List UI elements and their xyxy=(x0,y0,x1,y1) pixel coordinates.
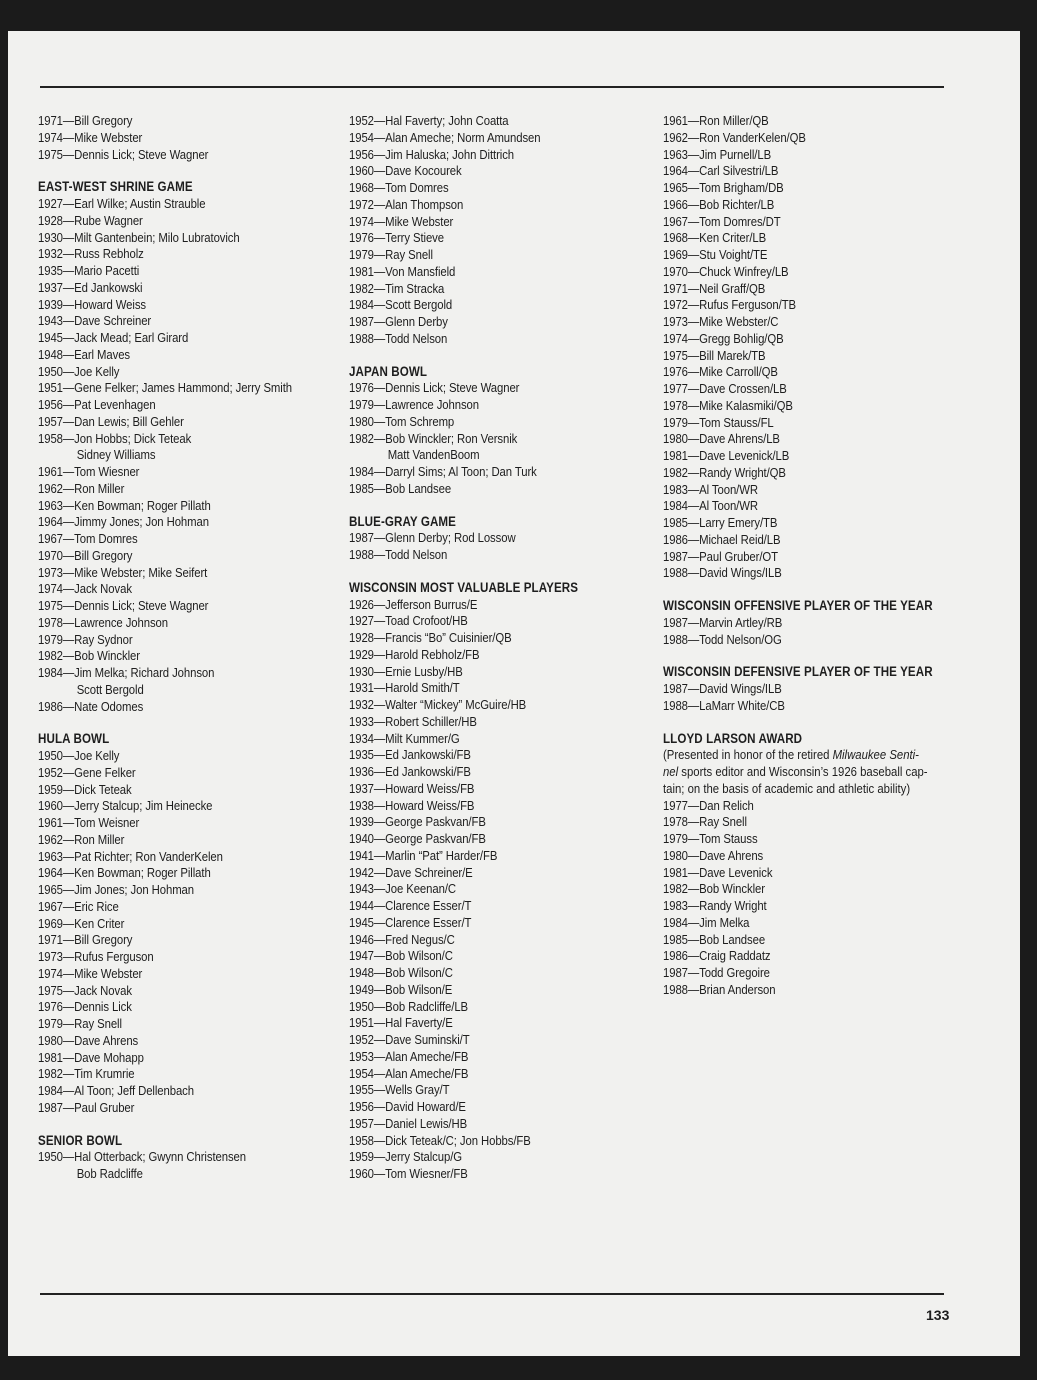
list-item: 1984—Jim Melka; Richard Johnson xyxy=(38,665,215,680)
list-item: 1982—Bob Winckler xyxy=(663,881,765,897)
list-item: 1956—Pat Levenhagen xyxy=(38,397,156,412)
list-item: 1955—Wells Gray/T xyxy=(349,1082,450,1098)
honors-list-intro-1 xyxy=(38,113,338,163)
list-item: 1948—Bob Wilson/C xyxy=(349,965,453,980)
list-item: 1928—Rube Wagner xyxy=(38,212,143,228)
list-item: 1985—Larry Emery/TB xyxy=(663,515,778,530)
list-item: 1988—Todd Nelson xyxy=(349,547,448,562)
list-item: 1941—Marlin “Pat” Harder/FB xyxy=(349,847,498,863)
list-item: 1980—Dave Ahrens/LB xyxy=(663,431,780,447)
list-item: Bob Radcliffe xyxy=(76,1166,143,1181)
award-description: tain; on the basis of academic and athletic ability) xyxy=(663,780,911,796)
list-item: 1987—Glenn Derby xyxy=(349,314,448,329)
list-item: 1952—Gene Felker xyxy=(38,764,136,780)
list-item: 1986—Craig Raddatz xyxy=(663,948,771,964)
list-item: 1976—Terry Stieve xyxy=(349,230,444,246)
top-rule xyxy=(40,86,944,88)
list-item: 1934—Milt Kummer/G xyxy=(349,730,460,746)
list-item: 1935—Mario Pacetti xyxy=(38,263,140,278)
list-item: 1985—Bob Landsee xyxy=(349,480,452,496)
honors-list-mvp xyxy=(349,597,649,1183)
honors-list-offense xyxy=(663,615,963,649)
list-item: 1948—Earl Maves xyxy=(38,346,131,362)
list-item: 1954—Alan Ameche; Norm Amundsen xyxy=(349,129,541,145)
list-item: 1956—Jim Haluska; John Dittrich xyxy=(349,146,515,162)
list-item: 1983—Randy Wright xyxy=(663,898,767,913)
list-item: 1974—Jack Novak xyxy=(38,581,132,597)
list-item: 1976—Dennis Lick xyxy=(38,999,132,1015)
list-item: 1962—Ron VanderKelen/QB xyxy=(663,129,806,145)
honors-list-senior xyxy=(38,1149,338,1183)
list-item: 1984—Al Toon; Jeff Dellenbach xyxy=(38,1083,194,1098)
list-item: 1952—Hal Faverty; John Coatta xyxy=(349,113,509,128)
award-description: nel sports editor and Wisconsin’s 1926 baseball cap- xyxy=(663,764,928,779)
list-item: 1960—Dave Kocourek xyxy=(349,163,462,179)
list-item: Matt VandenBoom xyxy=(387,447,480,463)
list-item: 1965—Jim Jones; Jon Hohman xyxy=(38,882,194,897)
section-heading: WISCONSIN MOST VALUABLE PLAYERS xyxy=(349,579,579,595)
list-item: 1963—Jim Purnell/LB xyxy=(663,146,772,162)
list-item: 1952—Dave Suminski/T xyxy=(349,1032,470,1047)
list-item: 1962—Ron Miller xyxy=(38,480,125,496)
list-item: 1982—Randy Wright/QB xyxy=(663,464,786,480)
section-heading: HULA BOWL xyxy=(38,731,110,747)
document-page xyxy=(8,31,1020,1356)
list-item: 1981—Dave Levenick xyxy=(663,864,773,880)
honors-list-intro-3 xyxy=(663,113,963,582)
list-item: 1943—Joe Keenan/C xyxy=(349,881,456,897)
list-item: 1978—Ray Snell xyxy=(663,814,747,830)
list-item: 1982—Tim Stracka xyxy=(349,280,445,296)
list-item: 1980—Tom Schremp xyxy=(349,413,455,429)
list-item: 1930—Milt Gantenbein; Milo Lubratovich xyxy=(38,229,240,245)
list-item: 1943—Dave Schreiner xyxy=(38,313,152,329)
list-item: 1932—Walter “Mickey” McGuire/HB xyxy=(349,697,527,712)
list-item: Sidney Williams xyxy=(76,447,156,463)
list-item: 1984—Al Toon/WR xyxy=(663,498,758,514)
award-description: (Presented in honor of the retired Milwaukee Senti- xyxy=(663,747,919,763)
list-item: 1967—Eric Rice xyxy=(38,898,119,914)
list-item: 1973—Mike Webster/C xyxy=(663,314,779,329)
list-item: 1942—Dave Schreiner/E xyxy=(349,864,473,880)
list-item: 1987—Paul Gruber/OT xyxy=(663,548,778,564)
list-item: 1956—David Howard/E xyxy=(349,1099,466,1114)
list-item: 1958—Jon Hobbs; Dick Teteak xyxy=(38,430,192,446)
list-item: 1951—Hal Faverty/E xyxy=(349,1015,453,1031)
list-item: 1966—Bob Richter/LB xyxy=(663,196,775,212)
list-item: 1951—Gene Felker; James Hammond; Jerry Smith xyxy=(38,380,293,396)
list-item: 1984—Jim Melka xyxy=(663,914,750,930)
list-item: 1939—Howard Weiss xyxy=(38,296,147,312)
list-item: 1970—Bill Gregory xyxy=(38,547,133,563)
list-item: 1988—Brian Anderson xyxy=(663,981,776,997)
list-item: 1964—Ken Bowman; Roger Pillath xyxy=(38,865,211,881)
list-item: 1977—Dan Relich xyxy=(663,797,754,813)
honors-list-japan xyxy=(349,380,649,497)
list-item: 1975—Jack Novak xyxy=(38,982,132,998)
list-item: 1986—Michael Reid/LB xyxy=(663,531,781,547)
list-item: 1979—Ray Sydnor xyxy=(38,631,133,647)
column-2 xyxy=(349,113,649,1183)
list-item: 1963—Ken Bowman; Roger Pillath xyxy=(38,497,211,513)
list-item: 1975—Bill Marek/TB xyxy=(663,347,766,363)
list-item: 1954—Alan Ameche/FB xyxy=(349,1065,469,1081)
list-item: 1944—Clarence Esser/T xyxy=(349,898,472,913)
list-item: 1987—Glenn Derby; Rod Lossow xyxy=(349,530,516,546)
list-item: 1974—Gregg Bohlig/QB xyxy=(663,330,784,346)
list-item: 1928—Francis “Bo” Cuisinier/QB xyxy=(349,630,512,645)
list-item: 1976—Mike Carroll/QB xyxy=(663,364,778,380)
list-item: 1971—Bill Gregory xyxy=(38,932,133,948)
list-item: 1982—Tim Krumrie xyxy=(38,1066,135,1082)
list-item: 1950—Bob Radcliffe/LB xyxy=(349,998,469,1014)
list-item: 1980—Dave Ahrens xyxy=(663,847,764,863)
list-item: 1978—Mike Kalasmiki/QB xyxy=(663,397,793,413)
list-item: 1982—Bob Winckler xyxy=(38,648,140,664)
list-item: 1969—Ken Criter xyxy=(38,915,125,931)
list-item: 1927—Earl Wilke; Austin Strauble xyxy=(38,196,206,211)
honors-list-defense xyxy=(663,681,963,715)
list-item: 1962—Ron Miller xyxy=(38,831,125,847)
list-item: 1984—Scott Bergold xyxy=(349,297,453,313)
list-item: 1984—Darryl Sims; Al Toon; Dan Turk xyxy=(349,464,537,479)
column-3 xyxy=(663,113,963,999)
list-item: Scott Bergold xyxy=(76,681,144,697)
list-item: 1988—David Wings/ILB xyxy=(663,565,782,581)
list-item: 1985—Bob Landsee xyxy=(663,931,766,947)
list-item: 1969—Stu Voight/TE xyxy=(663,247,768,262)
list-item: 1950—Hal Otterback; Gwynn Christensen xyxy=(38,1149,246,1165)
list-item: 1957—Dan Lewis; Bill Gehler xyxy=(38,413,184,429)
list-item: 1967—Tom Domres xyxy=(38,531,138,546)
list-item: 1953—Alan Ameche/FB xyxy=(349,1048,469,1064)
list-item: 1987—Paul Gruber xyxy=(38,1099,135,1115)
list-item: 1960—Tom Wiesner/FB xyxy=(349,1166,468,1181)
list-item: 1945—Clarence Esser/T xyxy=(349,914,472,930)
list-item: 1986—Nate Odomes xyxy=(38,698,144,714)
list-item: 1964—Carl Silvestri/LB xyxy=(663,163,779,179)
list-item: 1975—Dennis Lick; Steve Wagner xyxy=(38,146,209,162)
honors-list-hula xyxy=(38,748,338,1117)
list-item: 1976—Dennis Lick; Steve Wagner xyxy=(349,380,520,396)
list-item: 1981—Dave Mohapp xyxy=(38,1049,144,1065)
list-item: 1947—Bob Wilson/C xyxy=(349,948,453,964)
list-item: 1988—Todd Nelson/OG xyxy=(663,631,782,647)
list-item: 1961—Tom Wiesner xyxy=(38,464,140,479)
list-item: 1981—Dave Levenick/LB xyxy=(663,448,790,463)
bottom-rule xyxy=(40,1293,944,1295)
list-item: 1936—Ed Jankowski/FB xyxy=(349,764,471,779)
list-item: 1974—Mike Webster xyxy=(38,965,143,981)
list-item: 1973—Mike Webster; Mike Seifert xyxy=(38,564,208,580)
list-item: 1974—Mike Webster xyxy=(38,129,143,145)
list-item: 1932—Russ Rebholz xyxy=(38,246,144,262)
list-item: 1959—Dick Teteak xyxy=(38,781,132,797)
list-item: 1980—Dave Ahrens xyxy=(38,1032,139,1048)
section-heading: BLUE-GRAY GAME xyxy=(349,513,457,529)
list-item: 1981—Von Mansfield xyxy=(349,263,456,279)
list-item: 1972—Alan Thompson xyxy=(349,196,464,212)
list-item: 1970—Chuck Winfrey/LB xyxy=(663,263,789,279)
list-item: 1930—Ernie Lusby/HB xyxy=(349,663,463,679)
section-heading: WISCONSIN DEFENSIVE PLAYER OF THE YEAR xyxy=(663,664,933,680)
list-item: 1961—Ron Miller/QB xyxy=(663,113,769,128)
section-heading: WISCONSIN OFFENSIVE PLAYER OF THE YEAR xyxy=(663,598,933,613)
list-item: 1939—George Paskvan/FB xyxy=(349,814,486,830)
list-item: 1933—Robert Schiller/HB xyxy=(349,713,477,729)
list-item: 1958—Dick Teteak/C; Jon Hobbs/FB xyxy=(349,1132,531,1148)
list-item: 1979—Ray Snell xyxy=(38,1016,122,1031)
list-item: 1959—Jerry Stalcup/G xyxy=(349,1149,463,1165)
column-1 xyxy=(38,113,338,1183)
section-heading: JAPAN BOWL xyxy=(349,363,428,379)
honors-list-blue-gray xyxy=(349,530,649,564)
list-item: 1950—Joe Kelly xyxy=(38,363,120,379)
list-item: 1974—Mike Webster xyxy=(349,213,454,229)
list-item: 1979—Tom Stauss/FL xyxy=(663,414,774,430)
page-number: 133 xyxy=(926,1307,950,1323)
honors-list-larson xyxy=(663,798,963,999)
list-item: 1960—Jerry Stalcup; Jim Heinecke xyxy=(38,798,213,814)
list-item: 1988—LaMarr White/CB xyxy=(663,697,785,713)
list-item: 1977—Dave Crossen/LB xyxy=(663,381,787,396)
list-item: 1971—Bill Gregory xyxy=(38,113,133,128)
list-item: 1978—Lawrence Johnson xyxy=(38,614,168,630)
list-item: 1987—Todd Gregoire xyxy=(663,965,770,980)
list-item: 1949—Bob Wilson/E xyxy=(349,981,453,997)
list-item: 1935—Ed Jankowski/FB xyxy=(349,747,471,763)
list-item: 1979—Tom Stauss xyxy=(663,831,758,846)
list-item: 1957—Daniel Lewis/HB xyxy=(349,1115,468,1131)
list-item: 1982—Bob Winckler; Ron Versnik xyxy=(349,430,518,446)
section-heading: LLOYD LARSON AWARD xyxy=(663,730,803,746)
section-heading: SENIOR BOWL xyxy=(38,1132,123,1148)
list-item: 1938—Howard Weiss/FB xyxy=(349,797,475,813)
list-item: 1926—Jefferson Burrus/E xyxy=(349,596,478,612)
list-item: 1963—Pat Richter; Ron VanderKelen xyxy=(38,848,223,864)
list-item: 1967—Tom Domres/DT xyxy=(663,213,781,229)
list-item: 1965—Tom Brigham/DB xyxy=(663,180,784,195)
list-item: 1973—Rufus Ferguson xyxy=(38,949,154,964)
list-item: 1937—Howard Weiss/FB xyxy=(349,780,475,796)
list-item: 1968—Tom Domres xyxy=(349,180,449,195)
honors-list-east-west xyxy=(38,196,338,715)
list-item: 1946—Fred Negus/C xyxy=(349,931,455,947)
list-item: 1931—Harold Smith/T xyxy=(349,680,460,696)
list-item: 1937—Ed Jankowski xyxy=(38,279,143,295)
list-item: 1979—Lawrence Johnson xyxy=(349,397,479,412)
list-item: 1975—Dennis Lick; Steve Wagner xyxy=(38,598,209,613)
list-item: 1964—Jimmy Jones; Jon Hohman xyxy=(38,514,209,530)
list-item: 1988—Todd Nelson xyxy=(349,330,448,346)
list-item: 1987—Marvin Artley/RB xyxy=(663,614,783,630)
honors-list-intro-2 xyxy=(349,113,649,348)
list-item: 1983—Al Toon/WR xyxy=(663,481,758,497)
list-item: 1968—Ken Criter/LB xyxy=(663,230,767,246)
list-item: 1940—George Paskvan/FB xyxy=(349,831,486,846)
list-item: 1927—Toad Crofoot/HB xyxy=(349,613,468,629)
list-item: 1987—David Wings/ILB xyxy=(663,681,782,696)
list-item: 1961—Tom Weisner xyxy=(38,815,140,830)
section-heading: EAST-WEST SHRINE GAME xyxy=(38,179,193,195)
list-item: 1979—Ray Snell xyxy=(349,247,433,262)
list-item: 1929—Harold Rebholz/FB xyxy=(349,646,480,662)
list-item: 1945—Jack Mead; Earl Girard xyxy=(38,330,189,345)
list-item: 1972—Rufus Ferguson/TB xyxy=(663,297,797,313)
list-item: 1971—Neil Graff/QB xyxy=(663,280,766,296)
list-item: 1950—Joe Kelly xyxy=(38,748,120,763)
